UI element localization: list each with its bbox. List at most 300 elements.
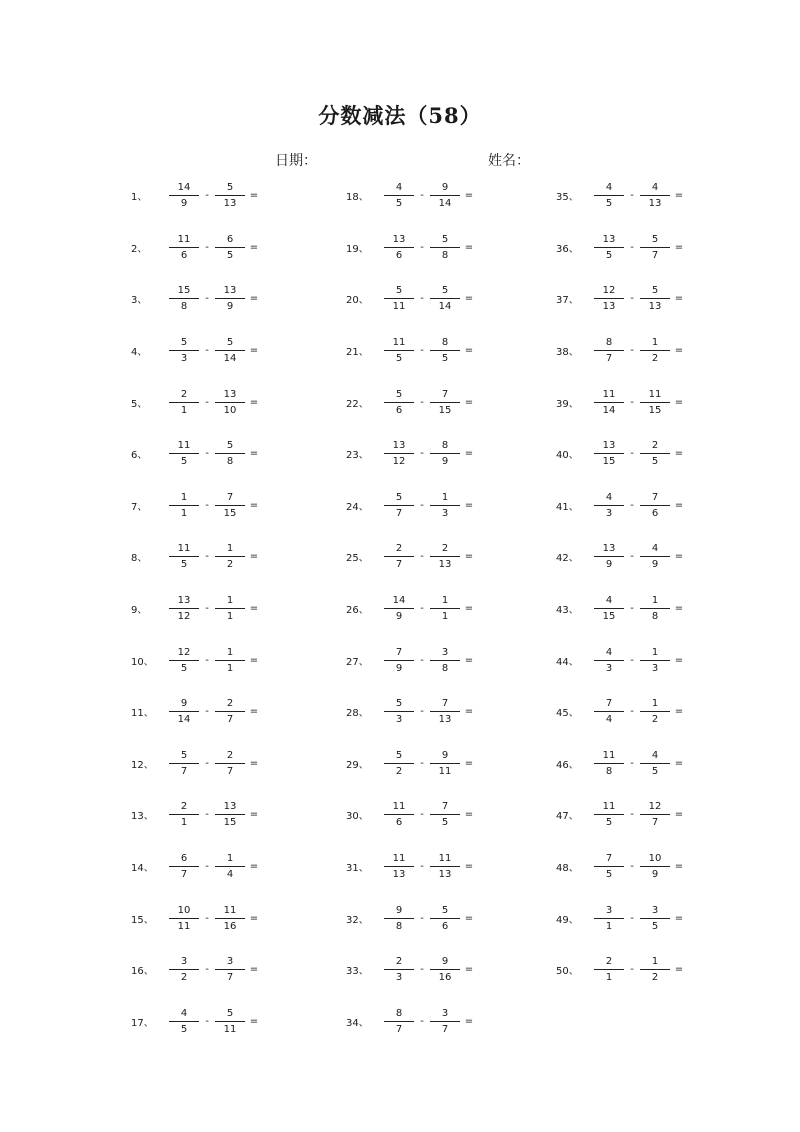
fraction: [592, 439, 626, 468]
fraction: [213, 594, 247, 623]
fraction-bar: [640, 763, 670, 764]
denominator: 5: [180, 456, 188, 468]
problem-number: 18、: [346, 192, 369, 204]
numerator: 2: [180, 801, 188, 813]
fraction-bar: [215, 1021, 245, 1022]
problem-item: [346, 789, 526, 841]
fraction-bar: [640, 608, 670, 609]
minus-sign: -: [420, 499, 424, 511]
numerator: 3: [441, 1007, 449, 1019]
denominator: 7: [651, 817, 659, 829]
date-label: 日期：: [275, 153, 317, 169]
fraction-bar: [169, 556, 199, 557]
fraction: [638, 284, 672, 313]
problem-number: 47、: [556, 811, 579, 823]
fraction-bar: [640, 402, 670, 403]
numerator: 4: [651, 749, 659, 761]
numerator: 11: [392, 853, 406, 865]
fraction: [428, 233, 462, 262]
fraction-bar: [640, 453, 670, 454]
denominator: 13: [223, 198, 237, 210]
problem-number: 50、: [556, 966, 579, 978]
fraction-bar: [169, 298, 199, 299]
fraction: [428, 646, 462, 675]
problem-item: [556, 789, 736, 841]
problem-number: 44、: [556, 656, 579, 668]
fraction-bar: [594, 608, 624, 609]
fraction: [167, 852, 201, 881]
problem-item: [131, 583, 311, 635]
numerator: 7: [605, 698, 613, 710]
numerator: 2: [395, 543, 403, 555]
fraction: [638, 336, 672, 365]
numerator: 11: [177, 233, 191, 245]
numerator: 4: [605, 595, 613, 607]
numerator: 2: [605, 956, 613, 968]
fraction: [382, 955, 416, 984]
fraction-bar: [594, 711, 624, 712]
fraction: [638, 749, 672, 778]
fraction-bar: [430, 969, 460, 970]
numerator: 1: [651, 698, 659, 710]
numerator: 13: [223, 285, 237, 297]
problem-number: 45、: [556, 708, 579, 720]
fraction-bar: [640, 247, 670, 248]
equals-sign: =: [464, 448, 474, 460]
minus-sign: -: [420, 757, 424, 769]
fraction: [428, 1007, 462, 1036]
minus-sign: -: [630, 861, 634, 873]
numerator: 2: [226, 698, 234, 710]
fraction: [213, 542, 247, 571]
fraction-bar: [594, 453, 624, 454]
minus-sign: -: [420, 551, 424, 563]
fraction: [167, 439, 201, 468]
fraction: [592, 955, 626, 984]
fraction: [428, 284, 462, 313]
equals-sign: =: [249, 757, 259, 769]
fraction: [428, 491, 462, 520]
numerator: 8: [441, 337, 449, 349]
denominator: 6: [395, 249, 403, 261]
fraction: [428, 336, 462, 365]
fraction: [213, 233, 247, 262]
problem-item: [131, 738, 311, 790]
fraction-bar: [215, 350, 245, 351]
fraction: [638, 233, 672, 262]
equals-sign: =: [249, 241, 259, 253]
numerator: 5: [226, 182, 234, 194]
minus-sign: -: [205, 912, 209, 924]
equals-sign: =: [674, 499, 684, 511]
fraction: [428, 800, 462, 829]
fraction-bar: [384, 608, 414, 609]
fraction: [638, 646, 672, 675]
problem-number: 13、: [131, 811, 154, 823]
denominator: 14: [438, 301, 452, 313]
numerator: 5: [395, 491, 403, 503]
fraction-bar: [430, 453, 460, 454]
fraction: [167, 491, 201, 520]
fraction-bar: [169, 918, 199, 919]
fraction-bar: [169, 866, 199, 867]
numerator: 11: [602, 388, 616, 400]
numerator: 7: [441, 698, 449, 710]
problem-item: [131, 789, 311, 841]
denominator: 5: [180, 662, 188, 674]
fraction: [592, 800, 626, 829]
fraction: [167, 697, 201, 726]
problem-number: 5、: [131, 398, 148, 410]
problem-item: [131, 944, 311, 996]
minus-sign: -: [420, 293, 424, 305]
denominator: 7: [180, 869, 188, 881]
problem-number: 36、: [556, 243, 579, 255]
denominator: 14: [438, 198, 452, 210]
denominator: 5: [226, 249, 234, 261]
minus-sign: -: [630, 809, 634, 821]
equals-sign: =: [464, 1015, 474, 1027]
fraction: [592, 233, 626, 262]
problem-item: [131, 428, 311, 480]
fraction-bar: [594, 866, 624, 867]
fraction-bar: [384, 711, 414, 712]
equals-sign: =: [674, 241, 684, 253]
problem-number: 31、: [346, 863, 369, 875]
problem-number: 3、: [131, 295, 148, 307]
problem-number: 12、: [131, 759, 154, 771]
fraction-bar: [215, 195, 245, 196]
fraction: [213, 491, 247, 520]
minus-sign: -: [205, 706, 209, 718]
fraction: [167, 388, 201, 417]
fraction-bar: [430, 195, 460, 196]
fraction-bar: [169, 1021, 199, 1022]
denominator: 13: [392, 869, 406, 881]
denominator: 11: [438, 765, 452, 777]
fraction: [213, 697, 247, 726]
denominator: 1: [180, 507, 188, 519]
numerator: 7: [441, 388, 449, 400]
fraction-bar: [169, 660, 199, 661]
minus-sign: -: [630, 190, 634, 202]
fraction: [592, 181, 626, 210]
denominator: 5: [441, 353, 449, 365]
equals-sign: =: [464, 603, 474, 615]
denominator: 12: [177, 611, 191, 623]
equals-sign: =: [674, 654, 684, 666]
problem-item: [556, 944, 736, 996]
problem-item: [556, 686, 736, 738]
numerator: 14: [392, 595, 406, 607]
numerator: 11: [602, 801, 616, 813]
fraction-bar: [430, 505, 460, 506]
numerator: 11: [223, 904, 237, 916]
problem-item: [556, 325, 736, 377]
numerator: 3: [441, 646, 449, 658]
denominator: 9: [226, 301, 234, 313]
equals-sign: =: [674, 912, 684, 924]
fraction: [213, 284, 247, 313]
numerator: 5: [226, 1007, 234, 1019]
fraction: [213, 439, 247, 468]
denominator: 14: [177, 714, 191, 726]
problem-item: [556, 428, 736, 480]
fraction: [428, 439, 462, 468]
fraction-bar: [594, 969, 624, 970]
numerator: 5: [226, 440, 234, 452]
numerator: 5: [395, 388, 403, 400]
equals-sign: =: [674, 706, 684, 718]
numerator: 4: [651, 182, 659, 194]
fraction-bar: [169, 247, 199, 248]
denominator: 11: [392, 301, 406, 313]
minus-sign: -: [420, 448, 424, 460]
fraction: [428, 388, 462, 417]
fraction-bar: [640, 505, 670, 506]
fraction: [382, 697, 416, 726]
problem-number: 8、: [131, 553, 148, 565]
fraction-bar: [594, 298, 624, 299]
fraction-bar: [384, 402, 414, 403]
fraction: [213, 388, 247, 417]
denominator: 6: [651, 507, 659, 519]
denominator: 13: [648, 301, 662, 313]
fraction: [213, 181, 247, 210]
denominator: 4: [605, 714, 613, 726]
fraction: [592, 542, 626, 571]
problem-item: [346, 944, 526, 996]
fraction: [592, 904, 626, 933]
equals-sign: =: [464, 293, 474, 305]
equals-sign: =: [249, 603, 259, 615]
fraction-bar: [384, 763, 414, 764]
problem-column-2: [346, 170, 526, 1047]
problem-item: [556, 634, 736, 686]
numerator: 1: [180, 491, 188, 503]
fraction: [638, 904, 672, 933]
fraction: [167, 955, 201, 984]
fraction: [382, 439, 416, 468]
fraction-bar: [215, 969, 245, 970]
numerator: 5: [651, 285, 659, 297]
numerator: 3: [226, 956, 234, 968]
denominator: 8: [180, 301, 188, 313]
problem-number: 21、: [346, 347, 369, 359]
fraction-bar: [384, 660, 414, 661]
fraction: [167, 284, 201, 313]
denominator: 6: [180, 249, 188, 261]
minus-sign: -: [420, 1015, 424, 1027]
denominator: 5: [651, 456, 659, 468]
minus-sign: -: [630, 293, 634, 305]
minus-sign: -: [630, 551, 634, 563]
denominator: 3: [395, 972, 403, 984]
minus-sign: -: [205, 293, 209, 305]
fraction-bar: [594, 247, 624, 248]
denominator: 5: [605, 817, 613, 829]
minus-sign: -: [205, 241, 209, 253]
problem-item: [131, 222, 311, 274]
denominator: 5: [180, 559, 188, 571]
problem-number: 9、: [131, 605, 148, 617]
numerator: 13: [392, 233, 406, 245]
numerator: 4: [180, 1007, 188, 1019]
numerator: 5: [441, 233, 449, 245]
equals-sign: =: [249, 551, 259, 563]
equals-sign: =: [464, 551, 474, 563]
denominator: 13: [648, 198, 662, 210]
problem-number: 4、: [131, 347, 148, 359]
problem-number: 39、: [556, 398, 579, 410]
fraction-bar: [215, 660, 245, 661]
numerator: 7: [395, 646, 403, 658]
numerator: 13: [602, 440, 616, 452]
equals-sign: =: [249, 448, 259, 460]
minus-sign: -: [420, 654, 424, 666]
fraction-bar: [169, 711, 199, 712]
fraction: [167, 1007, 201, 1036]
denominator: 4: [226, 869, 234, 881]
denominator: 5: [180, 1023, 188, 1035]
fraction-bar: [594, 918, 624, 919]
equals-sign: =: [464, 861, 474, 873]
denominator: 15: [648, 404, 662, 416]
fraction-bar: [384, 866, 414, 867]
denominator: 8: [226, 456, 234, 468]
numerator: 3: [605, 904, 613, 916]
minus-sign: -: [630, 757, 634, 769]
denominator: 7: [395, 559, 403, 571]
problem-item: [131, 273, 311, 325]
fraction: [167, 594, 201, 623]
equals-sign: =: [249, 293, 259, 305]
minus-sign: -: [630, 964, 634, 976]
numerator: 4: [395, 182, 403, 194]
problem-item: [131, 480, 311, 532]
minus-sign: -: [420, 241, 424, 253]
equals-sign: =: [674, 293, 684, 305]
denominator: 2: [651, 972, 659, 984]
minus-sign: -: [205, 654, 209, 666]
equals-sign: =: [464, 190, 474, 202]
denominator: 7: [651, 249, 659, 261]
problem-number: 26、: [346, 605, 369, 617]
denominator: 3: [651, 662, 659, 674]
problem-number: 34、: [346, 1017, 369, 1029]
fraction-bar: [594, 763, 624, 764]
denominator: 2: [180, 972, 188, 984]
fraction-bar: [169, 195, 199, 196]
problem-number: 38、: [556, 347, 579, 359]
denominator: 13: [602, 301, 616, 313]
numerator: 5: [226, 337, 234, 349]
problem-number: 29、: [346, 759, 369, 771]
problem-number: 35、: [556, 192, 579, 204]
denominator: 9: [395, 662, 403, 674]
problem-item: [346, 325, 526, 377]
problem-item: [346, 892, 526, 944]
numerator: 1: [651, 956, 659, 968]
fraction-bar: [640, 866, 670, 867]
fraction: [592, 336, 626, 365]
fraction: [213, 646, 247, 675]
fraction-bar: [640, 814, 670, 815]
fraction-bar: [430, 1021, 460, 1022]
fraction-bar: [169, 350, 199, 351]
fraction: [167, 181, 201, 210]
numerator: 7: [651, 491, 659, 503]
fraction: [638, 955, 672, 984]
fraction: [638, 491, 672, 520]
numerator: 1: [226, 646, 234, 658]
fraction: [382, 1007, 416, 1036]
numerator: 4: [605, 491, 613, 503]
equals-sign: =: [464, 964, 474, 976]
problem-column-3: [556, 170, 736, 996]
denominator: 6: [395, 817, 403, 829]
fraction: [382, 749, 416, 778]
equals-sign: =: [674, 345, 684, 357]
denominator: 7: [395, 1023, 403, 1035]
problem-item: [346, 531, 526, 583]
problem-number: 46、: [556, 759, 579, 771]
denominator: 10: [223, 404, 237, 416]
problem-item: [346, 738, 526, 790]
fraction-bar: [169, 763, 199, 764]
equals-sign: =: [249, 964, 259, 976]
denominator: 7: [180, 765, 188, 777]
fraction: [167, 336, 201, 365]
numerator: 4: [605, 182, 613, 194]
minus-sign: -: [205, 396, 209, 408]
numerator: 4: [605, 646, 613, 658]
fraction-bar: [384, 969, 414, 970]
problem-item: [131, 892, 311, 944]
equals-sign: =: [674, 551, 684, 563]
numerator: 5: [651, 233, 659, 245]
fraction-bar: [215, 505, 245, 506]
denominator: 8: [441, 662, 449, 674]
equals-sign: =: [249, 396, 259, 408]
fraction-bar: [384, 918, 414, 919]
denominator: 12: [392, 456, 406, 468]
fraction: [167, 646, 201, 675]
denominator: 5: [651, 765, 659, 777]
fraction: [638, 542, 672, 571]
fraction: [213, 749, 247, 778]
fraction-bar: [430, 556, 460, 557]
problem-item: [346, 273, 526, 325]
fraction-bar: [430, 866, 460, 867]
problem-item: [131, 531, 311, 583]
equals-sign: =: [464, 345, 474, 357]
problem-item: [131, 996, 311, 1048]
minus-sign: -: [205, 603, 209, 615]
minus-sign: -: [205, 1015, 209, 1027]
denominator: 2: [226, 559, 234, 571]
fraction-bar: [430, 814, 460, 815]
equals-sign: =: [674, 396, 684, 408]
denominator: 9: [651, 869, 659, 881]
fraction-bar: [594, 505, 624, 506]
numerator: 12: [177, 646, 191, 658]
fraction-bar: [215, 608, 245, 609]
fraction-bar: [430, 763, 460, 764]
fraction: [592, 646, 626, 675]
fraction: [428, 852, 462, 881]
minus-sign: -: [630, 448, 634, 460]
